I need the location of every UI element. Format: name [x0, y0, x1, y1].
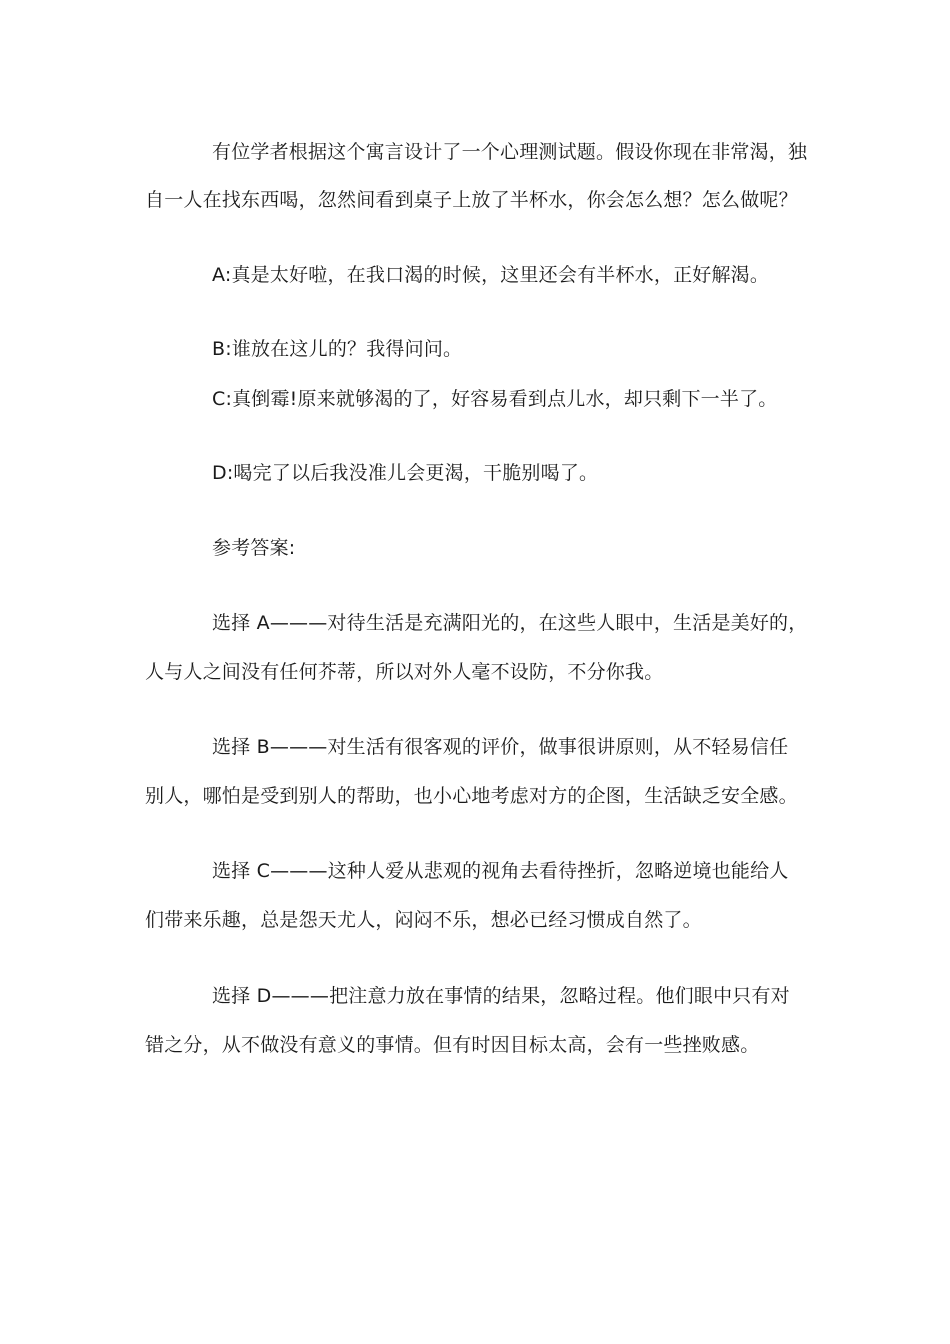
- option-b: B:谁放在这儿的？我得问问。: [212, 338, 463, 360]
- option-a: A:真是太好啦，在我口渴的时候，这里还会有半杯水，正好解渴。: [212, 264, 770, 286]
- answer-b-line-2: 别人，哪怕是受到别人的帮助，也小心地考虑对方的企图，生活缺乏安全感。: [145, 785, 798, 807]
- answer-d-line-2: 错之分，从不做没有意义的事情。但有时因目标太高，会有一些挫败感。: [145, 1034, 760, 1056]
- answer-heading: 参考答案:: [212, 537, 296, 559]
- answer-c-line-1: 选择 C———这种人爱从悲观的视角去看待挫折，忽略逆境也能给人: [212, 860, 789, 882]
- answer-c-line-2: 们带来乐趣，总是怨天尤人，闷闷不乐，想必已经习惯成自然了。: [145, 909, 702, 931]
- option-d: D:喝完了以后我没准儿会更渴，干脆别喝了。: [212, 462, 599, 484]
- answer-a-line-2: 人与人之间没有任何芥蒂，所以对外人毫不设防，不分你我。: [145, 661, 664, 683]
- option-c: C:真倒霉!原来就够渴的了，好容易看到点儿水，却只剩下一半了。: [212, 388, 778, 410]
- question-line-2: 自一人在找东西喝，忽然间看到桌子上放了半杯水，你会怎么想？怎么做呢？: [145, 189, 798, 211]
- answer-d-line-1: 选择 D———把注意力放在事情的结果，忽略过程。他们眼中只有对: [212, 985, 790, 1007]
- question-line-1: 有位学者根据这个寓言设计了一个心理测试题。假设你现在非常渴，独: [212, 141, 808, 163]
- answer-a-line-1: 选择 A———对待生活是充满阳光的，在这些人眼中，生活是美好的，: [212, 612, 808, 634]
- answer-b-line-1: 选择 B———对生活有很客观的评价，做事很讲原则，从不轻易信任: [212, 736, 789, 758]
